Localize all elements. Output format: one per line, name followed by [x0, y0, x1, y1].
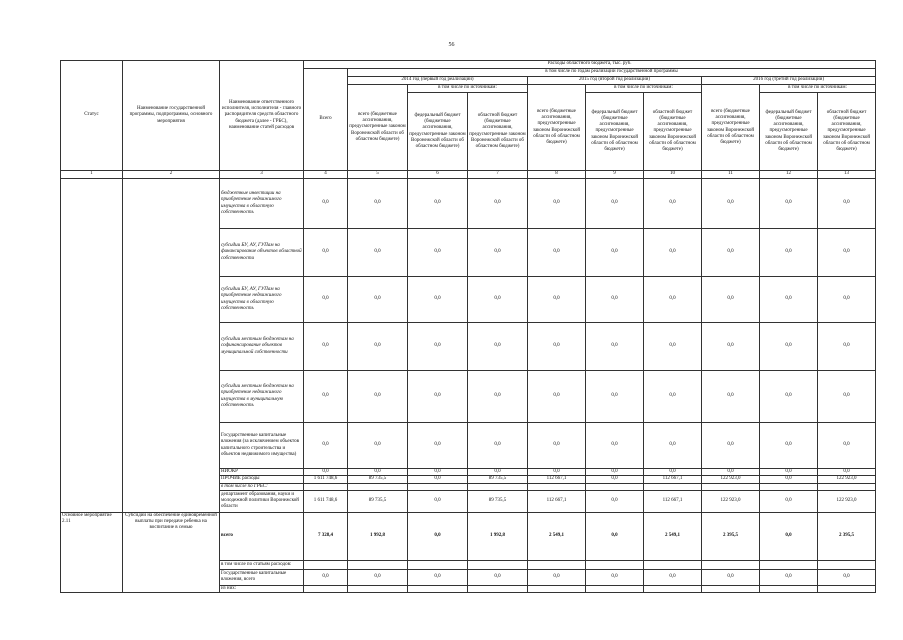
- value-cell: 0,0: [528, 229, 586, 277]
- value-cell: 0,0: [408, 469, 468, 476]
- value-cell: 0,0: [760, 179, 818, 229]
- table-row: [61, 179, 876, 229]
- value-cell: 0,0: [304, 569, 348, 585]
- row-label: из них:: [220, 585, 304, 592]
- value-cell: 0,0: [528, 371, 586, 423]
- value-cell: 2 549,1: [528, 512, 586, 560]
- value-cell: [702, 483, 760, 490]
- value-cell: 0,0: [348, 179, 408, 229]
- value-cell: 0,0: [586, 179, 644, 229]
- header-name: Наименование государственной программы, подпрограммы, основного мероприятия: [123, 61, 220, 171]
- value-cell: 0,0: [348, 371, 408, 423]
- header-all-2: всего (бюджетные ассигнования, предусмотренные законом Воронежской области об областном бюджете): [528, 85, 586, 171]
- value-cell: 0,0: [528, 423, 586, 469]
- header-sources-2: в том числе по источникам:: [586, 85, 702, 93]
- value-cell: 0,0: [348, 229, 408, 277]
- value-cell: 0,0: [408, 512, 468, 560]
- value-cell: [348, 585, 408, 592]
- header-year-3: 2016 год (третий год реализации): [702, 77, 876, 85]
- value-cell: [304, 560, 348, 569]
- value-cell: 0,0: [408, 490, 468, 512]
- col-number: 4: [304, 171, 348, 179]
- value-cell: [304, 483, 348, 490]
- value-cell: 0,0: [348, 569, 408, 585]
- header-sources-3: в том числе по источникам:: [760, 85, 876, 93]
- value-cell: 0,0: [818, 229, 876, 277]
- value-cell: 0,0: [528, 469, 586, 476]
- value-cell: 0,0: [468, 179, 528, 229]
- value-cell: [528, 585, 586, 592]
- value-cell: 0,0: [760, 490, 818, 512]
- col-number: 1: [61, 171, 123, 179]
- value-cell: 0,0: [760, 277, 818, 323]
- row-label: субсидии местным бюджетам на софинансирование объектов муниципальной собственности: [220, 323, 304, 371]
- value-cell: 0,0: [304, 423, 348, 469]
- value-cell: [760, 483, 818, 490]
- value-cell: 0,0: [528, 323, 586, 371]
- value-cell: 7 328,4: [304, 512, 348, 560]
- value-cell: 0,0: [644, 229, 702, 277]
- value-cell: 0,0: [644, 371, 702, 423]
- value-cell: 0,0: [586, 476, 644, 483]
- value-cell: 0,0: [818, 277, 876, 323]
- value-cell: [760, 560, 818, 569]
- header-year-1: 2014 год (первый год реализации): [348, 77, 528, 85]
- value-cell: 0,0: [468, 371, 528, 423]
- value-cell: 0,0: [348, 469, 408, 476]
- value-cell: [468, 585, 528, 592]
- row-label: НИОКР: [220, 469, 304, 476]
- value-cell: 0,0: [408, 323, 468, 371]
- page-number: 56: [448, 42, 455, 48]
- value-cell: 0,0: [528, 277, 586, 323]
- value-cell: [528, 483, 586, 490]
- value-cell: 0,0: [586, 569, 644, 585]
- value-cell: 0,0: [644, 569, 702, 585]
- value-cell: 0,0: [304, 179, 348, 229]
- value-cell: 0,0: [586, 371, 644, 423]
- header-fed-3: федеральный бюджет (бюджетные ассигнования, предусмотренные законом Воронежской области об областном бюджете): [760, 93, 818, 171]
- value-cell: [348, 560, 408, 569]
- value-cell: 0,0: [818, 371, 876, 423]
- value-cell: 89 735,5: [468, 476, 528, 483]
- table-row: [61, 512, 876, 560]
- value-cell: 89 735,5: [468, 490, 528, 512]
- value-cell: [468, 560, 528, 569]
- value-cell: 0,0: [586, 229, 644, 277]
- value-cell: [760, 585, 818, 592]
- value-cell: 0,0: [644, 277, 702, 323]
- value-cell: 89 735,5: [348, 476, 408, 483]
- value-cell: 122 923,0: [702, 490, 760, 512]
- value-cell: [348, 483, 408, 490]
- event-name: Субсидии на обеспечение единовременной выплаты при передаче ребенка на воспитание в семью: [123, 512, 220, 592]
- value-cell: 0,0: [468, 277, 528, 323]
- value-cell: 0,0: [702, 569, 760, 585]
- header-fed-1: федеральный бюджет (бюджетные ассигнования, предусмотренные законом Воронежской области об областном бюджете): [408, 93, 468, 171]
- row-label: бюджетные инвестиции на приобретение недвижимого имущества в областную собственность: [220, 179, 304, 229]
- value-cell: 0,0: [644, 423, 702, 469]
- value-cell: 112 667,1: [644, 490, 702, 512]
- value-cell: [818, 483, 876, 490]
- value-cell: 0,0: [586, 323, 644, 371]
- header-all-1: всего (бюджетные ассигнования, предусмотренные законом Воронежской области об областном бюджете): [348, 85, 408, 171]
- row-label: всего: [220, 512, 304, 560]
- value-cell: 0,0: [702, 179, 760, 229]
- header-total: Всего: [304, 69, 348, 171]
- col-number: 10: [644, 171, 702, 179]
- value-cell: 112 667,1: [528, 476, 586, 483]
- value-cell: 122 923,0: [818, 476, 876, 483]
- value-cell: 0,0: [408, 569, 468, 585]
- value-cell: 0,0: [528, 179, 586, 229]
- header-all-3: всего (бюджетные ассигнования, предусмотренные законом Воронежской области об областном бюджете): [702, 85, 760, 171]
- value-cell: 0,0: [818, 179, 876, 229]
- value-cell: 0,0: [304, 277, 348, 323]
- value-cell: 0,0: [468, 423, 528, 469]
- value-cell: 1 611 748,6: [304, 476, 348, 483]
- value-cell: 112 667,1: [528, 490, 586, 512]
- header-fed-2: федеральный бюджет (бюджетные ассигнования, предусмотренные законом Воронежской области об областном бюджете): [586, 93, 644, 171]
- value-cell: 0,0: [468, 229, 528, 277]
- value-cell: 0,0: [304, 229, 348, 277]
- value-cell: 0,0: [760, 229, 818, 277]
- value-cell: 0,0: [408, 229, 468, 277]
- col-number: 11: [702, 171, 760, 179]
- value-cell: 0,0: [348, 323, 408, 371]
- value-cell: 0,0: [818, 423, 876, 469]
- value-cell: [644, 585, 702, 592]
- header-executor: Наименование ответственного исполнителя, исполнителя - главного распорядителя средств областного бюджета (далее - ГРБС), наименование статей расходов: [220, 61, 304, 171]
- header-incl-years: в том числе по годам реализации государственной программы: [348, 69, 876, 77]
- row-label: в том числе по статьям расходов:: [220, 560, 304, 569]
- value-cell: 122 923,0: [818, 490, 876, 512]
- value-cell: 1 992,8: [348, 512, 408, 560]
- value-cell: 0,0: [760, 371, 818, 423]
- value-cell: 89 735,5: [348, 490, 408, 512]
- col-number: 5: [348, 171, 408, 179]
- value-cell: 0,0: [644, 179, 702, 229]
- value-cell: 0,0: [644, 323, 702, 371]
- value-cell: 0,0: [304, 371, 348, 423]
- value-cell: [644, 483, 702, 490]
- value-cell: 0,0: [760, 569, 818, 585]
- value-cell: 112 667,1: [644, 476, 702, 483]
- value-cell: 0,0: [408, 476, 468, 483]
- value-cell: 0,0: [702, 277, 760, 323]
- row-label: ПРОЧИЕ расходы: [220, 476, 304, 483]
- value-cell: 0,0: [702, 323, 760, 371]
- event-status: Основное мероприятие 2.11: [61, 512, 123, 592]
- value-cell: 0,0: [468, 323, 528, 371]
- value-cell: 0,0: [586, 512, 644, 560]
- value-cell: 0,0: [408, 277, 468, 323]
- value-cell: 0,0: [702, 371, 760, 423]
- value-cell: [818, 585, 876, 592]
- value-cell: [408, 560, 468, 569]
- col-number: 3: [220, 171, 304, 179]
- value-cell: 2 549,1: [644, 512, 702, 560]
- name-cell: [123, 179, 220, 513]
- value-cell: 0,0: [408, 371, 468, 423]
- row-label: Государственные капитальные вложения, всего: [220, 569, 304, 585]
- col-number: 13: [818, 171, 876, 179]
- col-number: 2: [123, 171, 220, 179]
- value-cell: 1 992,8: [468, 512, 528, 560]
- value-cell: [408, 483, 468, 490]
- row-label: субсидии БУ, АУ, ГУПам на приобретение недвижимого имущества в областную собственность: [220, 277, 304, 323]
- value-cell: 0,0: [760, 476, 818, 483]
- value-cell: [304, 585, 348, 592]
- value-cell: 0,0: [586, 423, 644, 469]
- header-sources-1: в том числе по источникам:: [408, 85, 528, 93]
- value-cell: 2 395,5: [702, 512, 760, 560]
- col-number: 7: [468, 171, 528, 179]
- row-label: в том числе по ГРБС:: [220, 483, 304, 490]
- header-reg-1: областной бюджет (бюджетные ассигнования, предусмотренные законом Воронежской области об областном бюджете): [468, 93, 528, 171]
- value-cell: [702, 585, 760, 592]
- value-cell: 0,0: [468, 569, 528, 585]
- value-cell: 1 611 748,6: [304, 490, 348, 512]
- row-label: департамент образования, науки и молодежной политики Воронежской области: [220, 490, 304, 512]
- value-cell: 0,0: [760, 423, 818, 469]
- value-cell: 0,0: [644, 469, 702, 476]
- value-cell: 2 395,5: [818, 512, 876, 560]
- value-cell: 0,0: [702, 469, 760, 476]
- value-cell: 0,0: [760, 323, 818, 371]
- header-status: Статус: [61, 61, 123, 171]
- value-cell: [702, 560, 760, 569]
- header-reg-2: областной бюджет (бюджетные ассигнования, предусмотренные законом Воронежской области об областном бюджете): [644, 93, 702, 171]
- value-cell: 0,0: [760, 512, 818, 560]
- row-label: Государственные капитальные вложения (за исключением объектов капитального строительства и объектов недвижимого имущества): [220, 423, 304, 469]
- value-cell: 0,0: [586, 469, 644, 476]
- value-cell: 0,0: [348, 277, 408, 323]
- value-cell: [586, 585, 644, 592]
- col-number: 12: [760, 171, 818, 179]
- col-number: 9: [586, 171, 644, 179]
- value-cell: 0,0: [408, 179, 468, 229]
- value-cell: [644, 560, 702, 569]
- value-cell: [528, 560, 586, 569]
- value-cell: [586, 560, 644, 569]
- value-cell: 0,0: [304, 469, 348, 476]
- row-label: субсидии местным бюджетам на приобретение недвижимого имущества в муниципальную собственность: [220, 371, 304, 423]
- value-cell: [408, 585, 468, 592]
- value-cell: 0,0: [586, 277, 644, 323]
- value-cell: 0,0: [702, 229, 760, 277]
- header-reg-3: областной бюджет (бюджетные ассигнования, предусмотренные законом Воронежской области об областном бюджете): [818, 93, 876, 171]
- value-cell: [818, 560, 876, 569]
- value-cell: 0,0: [818, 323, 876, 371]
- value-cell: 0,0: [760, 469, 818, 476]
- value-cell: 0,0: [304, 323, 348, 371]
- value-cell: 0,0: [528, 569, 586, 585]
- header-budget-title: Расходы областного бюджета, тыс. руб.: [304, 61, 876, 69]
- col-number: 8: [528, 171, 586, 179]
- col-number: 6: [408, 171, 468, 179]
- value-cell: 122 923,0: [702, 476, 760, 483]
- status-cell: [61, 179, 123, 513]
- value-cell: 0,0: [818, 569, 876, 585]
- value-cell: 0,0: [702, 423, 760, 469]
- value-cell: [586, 483, 644, 490]
- budget-table: [60, 60, 876, 593]
- value-cell: 0,0: [818, 469, 876, 476]
- value-cell: 0,0: [468, 469, 528, 476]
- row-label: субсидии БУ, АУ, ГУПам на финансирование объектов областной собственности: [220, 229, 304, 277]
- value-cell: [468, 483, 528, 490]
- header-year-2: 2015 год (второй год реализации): [528, 77, 702, 85]
- value-cell: 0,0: [408, 423, 468, 469]
- value-cell: 0,0: [586, 490, 644, 512]
- value-cell: 0,0: [348, 423, 408, 469]
